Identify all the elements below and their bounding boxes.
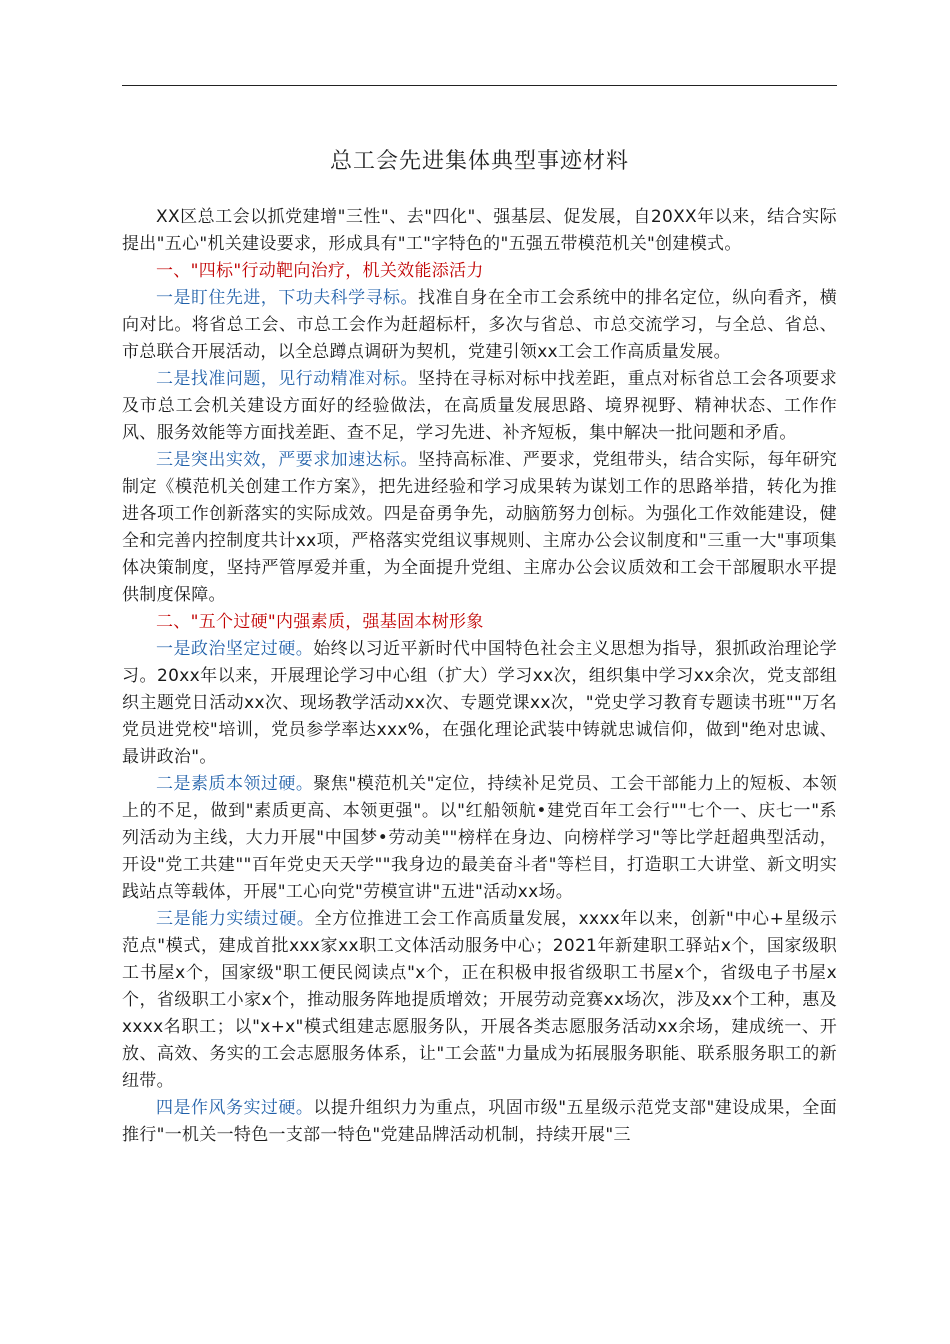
paragraph-text: 始终以习近平新时代中国特色社会主义思想为指导，狠抓政治理论学习。20xx年以来，开展理论学习中心组（扩大）学习xx次，组织集中学习xx余次，党支部组织主题党日活动xx次、现场教学活动xx次、专题党课xx次，"党史学习教育专题读书班""万名党员进党校"培训，党员参学率达xxx%，在强化理论武装中铸就忠诚信仰，做到"绝对忠诚、最讲政治"。 [122,639,838,767]
paragraph [122,447,837,609]
header-rule [122,85,837,86]
paragraph [122,906,837,1095]
paragraph-lead: 四是作风务实过硬。 [156,1098,314,1118]
paragraph-lead: 三是能力实绩过硬。 [156,909,315,929]
paragraph [122,1095,837,1149]
paragraph [122,636,837,771]
paragraph-lead: 一是政治坚定过硬。 [156,639,314,659]
paragraph-text: 坚持高标准、严要求，党组带头，结合实际，每年研究制定《模范机关创建工作方案》，把先进经验和学习成果转为谋划工作的思路举措，转化为推进各项工作创新落实的实际成效。四是奋勇争先，动脑筋努力创标。为强化工作效能建设，健全和完善内控制度共计xx项，严格落实党组议事规则、主席办公会议制度和"三重一大"事项集体决策制度，坚持严管厚爱并重，为全面提升党组、主席办公会议质效和工会干部履职水平提供制度保障。 [122,450,838,605]
intro-paragraph: XX区总工会以抓党建增"三性"、去"四化"、强基层、促发展，自20XX年以来，结合实际提出"五心"机关建设要求，形成具有"工"字特色的"五强五带模范机关"创建模式。 [122,207,837,254]
paragraph [122,771,837,906]
paragraph-lead: 二是找准问题，见行动精准对标。 [156,369,418,389]
paragraph [122,366,837,447]
paragraph-text: 全方位推进工会工作高质量发展，xxxx年以来，创新"中心+星级示范点"模式，建成首批xxx家xx职工文体活动服务中心；2021年新建职工驿站x个，国家级职工书屋x个，国家级"职工便民阅读点"x个，正在积极申报省级职工书屋x个，省级电子书屋x个，省级职工小家x个，推动服务阵地提质增效；开展劳动竞赛xx场次，涉及xx个工种，惠及xxxx名职工；以"x+x"模式组建志愿服务队，开展各类志愿服务活动xx余场，建成统一、开放、高效、务实的工会志愿服务体系，让"工会蓝"力量成为拓展服务职能、联系服务职工的新纽带。 [122,909,838,1091]
section-heading-1: 一、"四标"行动靶向治疗，机关效能添活力 [156,261,484,281]
paragraph-lead: 二是素质本领过硬。 [156,774,314,794]
paragraph-text: 找准自身在全市工会系统中的排名定位，纵向看齐，横向对比。将省总工会、市总工会作为赶超标杆，多次与省总、市总交流学习，与全总、省总、市总联合开展活动，以全总蹲点调研为契机，党建引领xx工会工作高质量发展。 [122,288,838,362]
paragraph-text: 坚持在寻标对标中找差距，重点对标省总工会各项要求及市总工会机关建设方面好的经验做法，在高质量发展思路、境界视野、精神状态、工作作风、服务效能等方面找差距、查不足，学习先进、补齐短板，集中解决一批问题和矛盾。 [122,369,838,443]
document-body [122,204,837,1149]
paragraph-text: 以提升组织力为重点，巩固市级"五星级示范党支部"建设成果，全面推行"一机关一特色一支部一特色"党建品牌活动机制，持续开展"三 [122,1098,838,1145]
paragraph [122,285,837,366]
paragraph-text: 聚焦"模范机关"定位，持续补足党员、工会干部能力上的短板、本领上的不足，做到"素质更高、本领更强"。以"红船领航•建党百年工会行""七个一、庆七一"系列活动为主线，大力开展"中国梦•劳动美""榜样在身边、向榜样学习"等比学赶超典型活动，开设"党工共建""百年党史天天学""我身边的最美奋斗者"等栏目，打造职工大讲堂、新文明实践站点等载体，开展"工心向党"劳模宣讲"五进"活动xx场。 [122,774,838,902]
section-heading-2: 二、"五个过硬"内强素质，强基固本树形象 [156,612,484,632]
paragraph-lead: 一是盯住先进，下功夫科学寻标。 [156,288,418,308]
document-title: 总工会先进集体典型事迹材料 [329,149,629,174]
paragraph-lead: 三是突出实效，严要求加速达标。 [156,450,418,470]
